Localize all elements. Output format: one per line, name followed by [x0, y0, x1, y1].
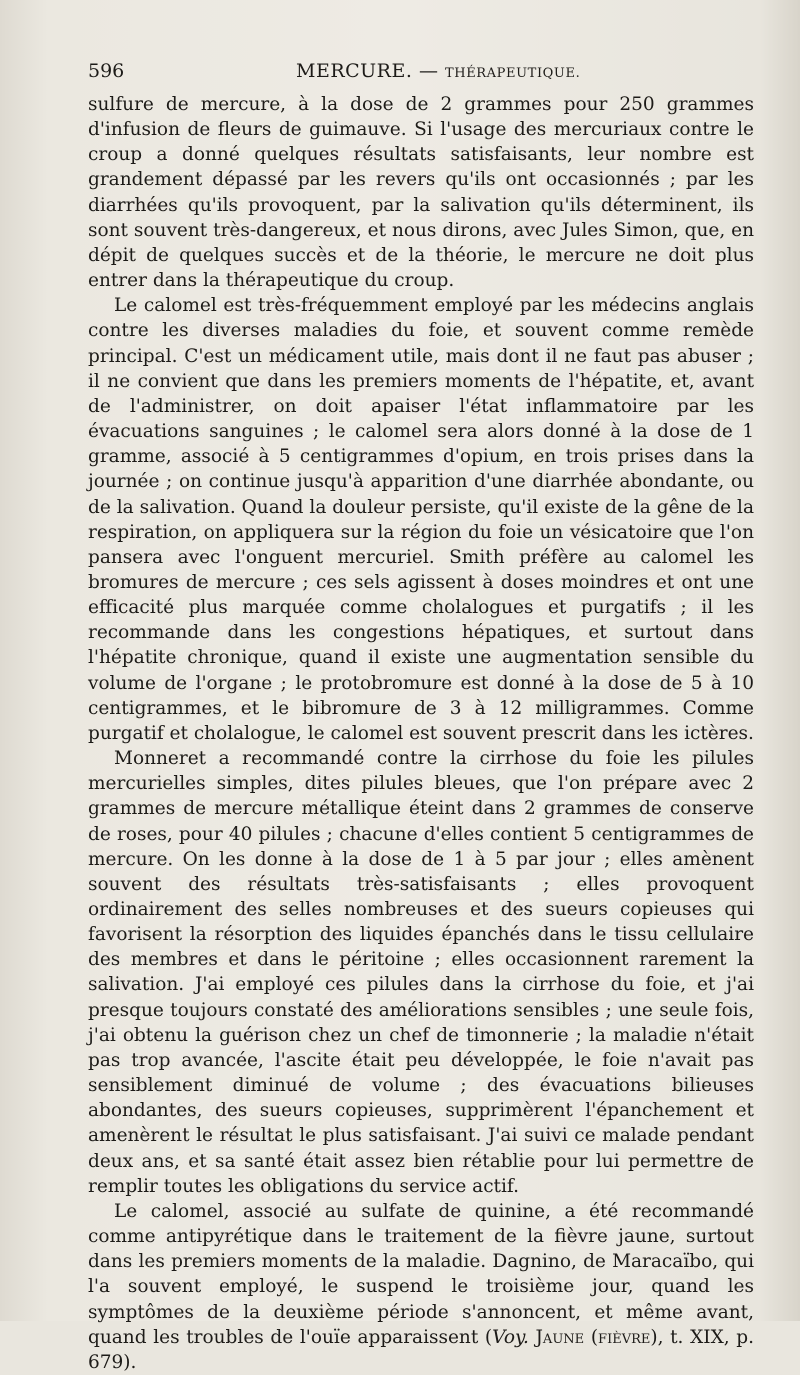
- paragraph-4-text: Le calomel, associé au sulfate de quinine, a été recommandé comme antipyrétique dans le traitement de la fièvre jaune, surtout dans les premiers moments de la maladie. Dagnino, de Maracaïbo, qui l'a souvent employé, le suspend le troisième jour, quand les symptômes de la deuxième période s'annoncent, et même avant, quand les troubles de l'ouïe apparaissent (: [88, 1200, 754, 1348]
- paragraph-3: Monneret a recommandé contre la cirrhose du foie les pilules mercurielles simples, dites pilules bleues, que l'on prépare avec 2 grammes de mercure métallique éteint dans 2 grammes de conserve de roses, pour 40 pilules ; chacune d'elles contient 5 centigrammes de mercure. On les donne à la dose de 1 à 5 par jour ; elles amènent souvent des résultats très-satisfaisants ; elles provoquent ordinairement des selles nombreuses et des sueurs copieuses qui favorisent la résorption des liquides épanchés dans le tissu cellulaire des membres et dans le péritoine ; elles occasionnent rarement la salivation. J'ai employé ces pilules dans la cirrhose du foie, et j'ai presque toujours constaté des améliorations sensibles ; une seule fois, j'ai obtenu la guérison chez un chef de timonnerie ; la maladie n'était pas trop avancée, l'ascite était peu développée, le foie n'avait pas sensiblement diminué de volume ; des évacuations bilieuses abondantes, des sueurs copieuses, supprimèrent l'épanchement et amenèrent le résultat le plus satisfaisant. J'ai suivi ce malade pendant deux ans, et sa santé était assez bien rétablie pour lui permettre de remplir toutes les obligations du service actif.: [88, 748, 754, 1197]
- title-dash: —: [418, 60, 439, 82]
- title-main: MERCURE.: [296, 60, 413, 82]
- title-sub: THÉRAPEUTIQUE.: [445, 66, 581, 81]
- paragraph-1: sulfure de mercure, à la dose de 2 grammes pour 250 grammes d'infusion de fleurs de guimauve. Si l'usage des mercuriaux contre le croup a donné quelques résultats satisfaisants, leur nombre est grandement dépassé par les revers qu'ils ont occasionnés ; par les diarrhées qu'ils provoquent, par la salivation qu'ils déterminent, ils sont souvent très-dangereux, et nous dirons, avec Jules Simon, que, en dépit de quelques succès et de la théorie, le mercure ne doit plus entrer dans la thérapeutique du croup.: [88, 94, 754, 292]
- running-title: [296, 58, 580, 87]
- reference-jaune: Jaune: [535, 1326, 585, 1348]
- reference-location: , t. XIX, p. 679).: [88, 1326, 755, 1373]
- paragraph-4: [88, 1199, 754, 1375]
- reference-fievre: (fièvre): [590, 1326, 658, 1348]
- reference-voy: Voy.: [492, 1326, 529, 1348]
- page-number: 596: [88, 60, 125, 82]
- running-header: [88, 58, 754, 84]
- body-text: [88, 92, 754, 1375]
- paragraph-2: Le calomel est très-fréquemment employé par les médecins anglais contre les diverses maladies du foie, et souvent comme remède principal. C'est un médicament utile, mais dont il ne faut pas abuser ; il ne convient que dans les premiers moments de l'hépatite, et, avant de l'administrer, on doit apaiser l'état inflammatoire par les évacuations sanguines ; le calomel sera alors donné à la dose de 1 gramme, associé à 5 centigrammes d'opium, en trois prises dans la journée ; on continue jusqu'à apparition d'une diarrhée abondante, ou de la salivation. Quand la douleur persiste, qu'il existe de la gêne de la respiration, on appliquera sur la région du foie un vésicatoire que l'on pansera avec l'onguent mercuriel. Smith préfère au calomel les bromures de mercure ; ces sels agissent à doses moindres et ont une efficacité plus marquée comme cholalogues et purgatifs ; il les recommande dans les congestions hépatiques, et surtout dans l'hépatite chronique, quand il existe une augmentation sensible du volume de l'organe ; le protobromure est donné à la dose de 5 à 10 centigrammes, et le bibromure de 3 à 12 milligrammes. Comme purgatif et cholalogue, le calomel est souvent prescrit dans les ictères.: [88, 295, 754, 744]
